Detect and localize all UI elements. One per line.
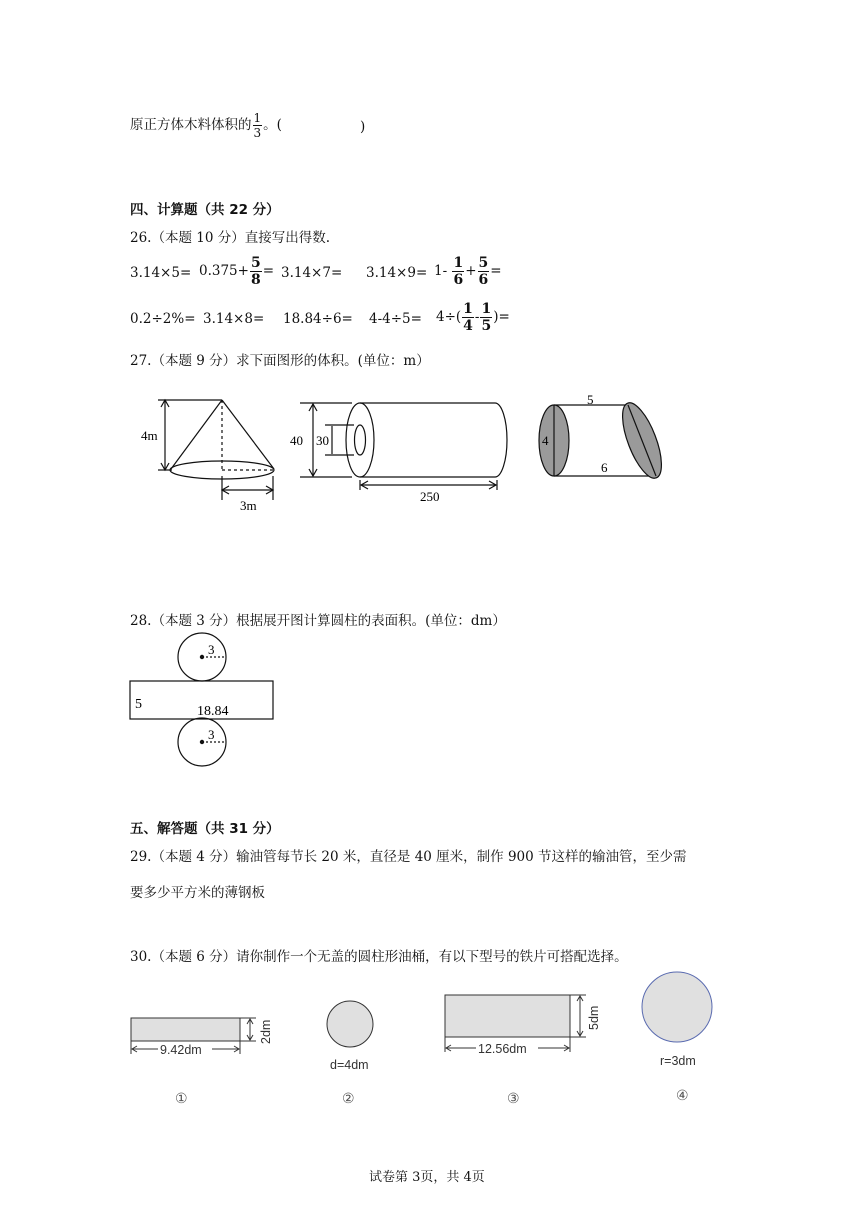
fraction-denominator: 6 (453, 272, 464, 288)
fraction-denominator: 4 (463, 318, 473, 334)
q26-row1-e1: 3.14×5= (130, 265, 192, 281)
net-length-label: 18.84 (197, 704, 229, 719)
expr-equals: = (262, 263, 275, 279)
section-heading-5: 五、解答题（共 31 分） (130, 821, 280, 837)
expr-text: 1- (434, 263, 448, 279)
slanted-top-label: 5 (587, 392, 594, 407)
fraction-numerator: 1 (463, 301, 473, 317)
expr-operator: + (465, 263, 477, 279)
piece2-tag: ② (342, 1090, 355, 1106)
fraction-denominator: 6 (478, 272, 489, 288)
prev-question-text: 原正方体木料体积的 (130, 117, 252, 133)
piece3-tag: ③ (507, 1090, 520, 1106)
piece1-rectangle (131, 1018, 240, 1041)
section-heading-4: 四、计算题（共 22 分） (130, 202, 280, 218)
q26-stem: 26.（本题 10 分）直接写出得数. (130, 230, 331, 246)
q26-row1-e4: 3.14×9= (366, 265, 428, 281)
fraction-denominator: 3 (253, 126, 262, 140)
q26-row2-e2: 3.14×8= (203, 311, 265, 327)
slanted-diameter-label: 4 (542, 433, 549, 448)
piece3-rectangle (445, 995, 570, 1037)
expr-equals: = (490, 263, 502, 279)
fraction-numerator: 1 (481, 301, 492, 317)
piece4-tag: ④ (676, 1087, 689, 1103)
piece3-width-label: 12.56dm (478, 1042, 527, 1056)
piece2-circle (327, 1001, 373, 1047)
fraction-numerator: 5 (250, 255, 261, 271)
expr-text: 4÷( (436, 309, 462, 325)
q28-stem: 28.（本题 3 分）根据展开图计算圆柱的表面积。(单位：dm） (130, 613, 506, 629)
piece1-width-label: 9.42dm (160, 1043, 202, 1057)
cone-radius-label: 3m (240, 498, 257, 513)
piece1-height-label: 2dm (259, 1019, 273, 1044)
q26-row1-e3: 3.14×7= (281, 265, 343, 281)
expr-text: 0.375+ (199, 263, 249, 279)
net-height-label: 5 (135, 697, 142, 712)
tube-inner-label: 30 (316, 433, 329, 448)
fraction-numerator: 5 (478, 255, 489, 271)
answer-paren-close: ) (360, 119, 366, 135)
fraction-denominator: 5 (481, 318, 492, 334)
q29-line2: 要多少平方米的薄钢板 (130, 885, 265, 901)
page-footer: 试卷第 3页，共 4页 (369, 1170, 485, 1185)
q26-row2-e1: 0.2÷2%= (130, 311, 196, 327)
expr-operator: - (474, 309, 480, 325)
piece4-label: r=3dm (660, 1054, 696, 1068)
slanted-bottom-label: 6 (601, 460, 608, 475)
q27-stem: 27.（本题 9 分）求下面图形的体积。(单位：m） (130, 353, 430, 369)
net-top-radius-label: 3 (208, 642, 215, 657)
piece1-tag: ① (175, 1090, 188, 1106)
cone-height-label: 4m (141, 428, 158, 443)
tube-outer-label: 40 (290, 433, 303, 448)
prev-question-tail: 。( (263, 117, 282, 133)
fraction-numerator: 1 (453, 255, 464, 271)
expr-equals: )= (493, 309, 510, 325)
piece2-label: d=4dm (330, 1058, 369, 1072)
fraction-denominator: 8 (250, 272, 261, 288)
piece3-height-label: 5dm (587, 1005, 601, 1030)
tube-length-label: 250 (420, 489, 440, 504)
q26-row2-e3: 18.84÷6= (283, 311, 353, 327)
fraction-numerator: 1 (253, 111, 262, 125)
piece4-circle (642, 972, 712, 1042)
q30-stem: 30.（本题 6 分）请你制作一个无盖的圆柱形油桶，有以下型号的铁片可搭配选择。 (130, 949, 628, 965)
q29-line1: 29.（本题 4 分）输油管每节长 20 米，直径是 40 厘米，制作 900 节这样的输油管，至少需 (130, 849, 687, 865)
q26-row2-e4: 4-4÷5= (369, 311, 422, 327)
net-bottom-radius-label: 3 (208, 727, 215, 742)
